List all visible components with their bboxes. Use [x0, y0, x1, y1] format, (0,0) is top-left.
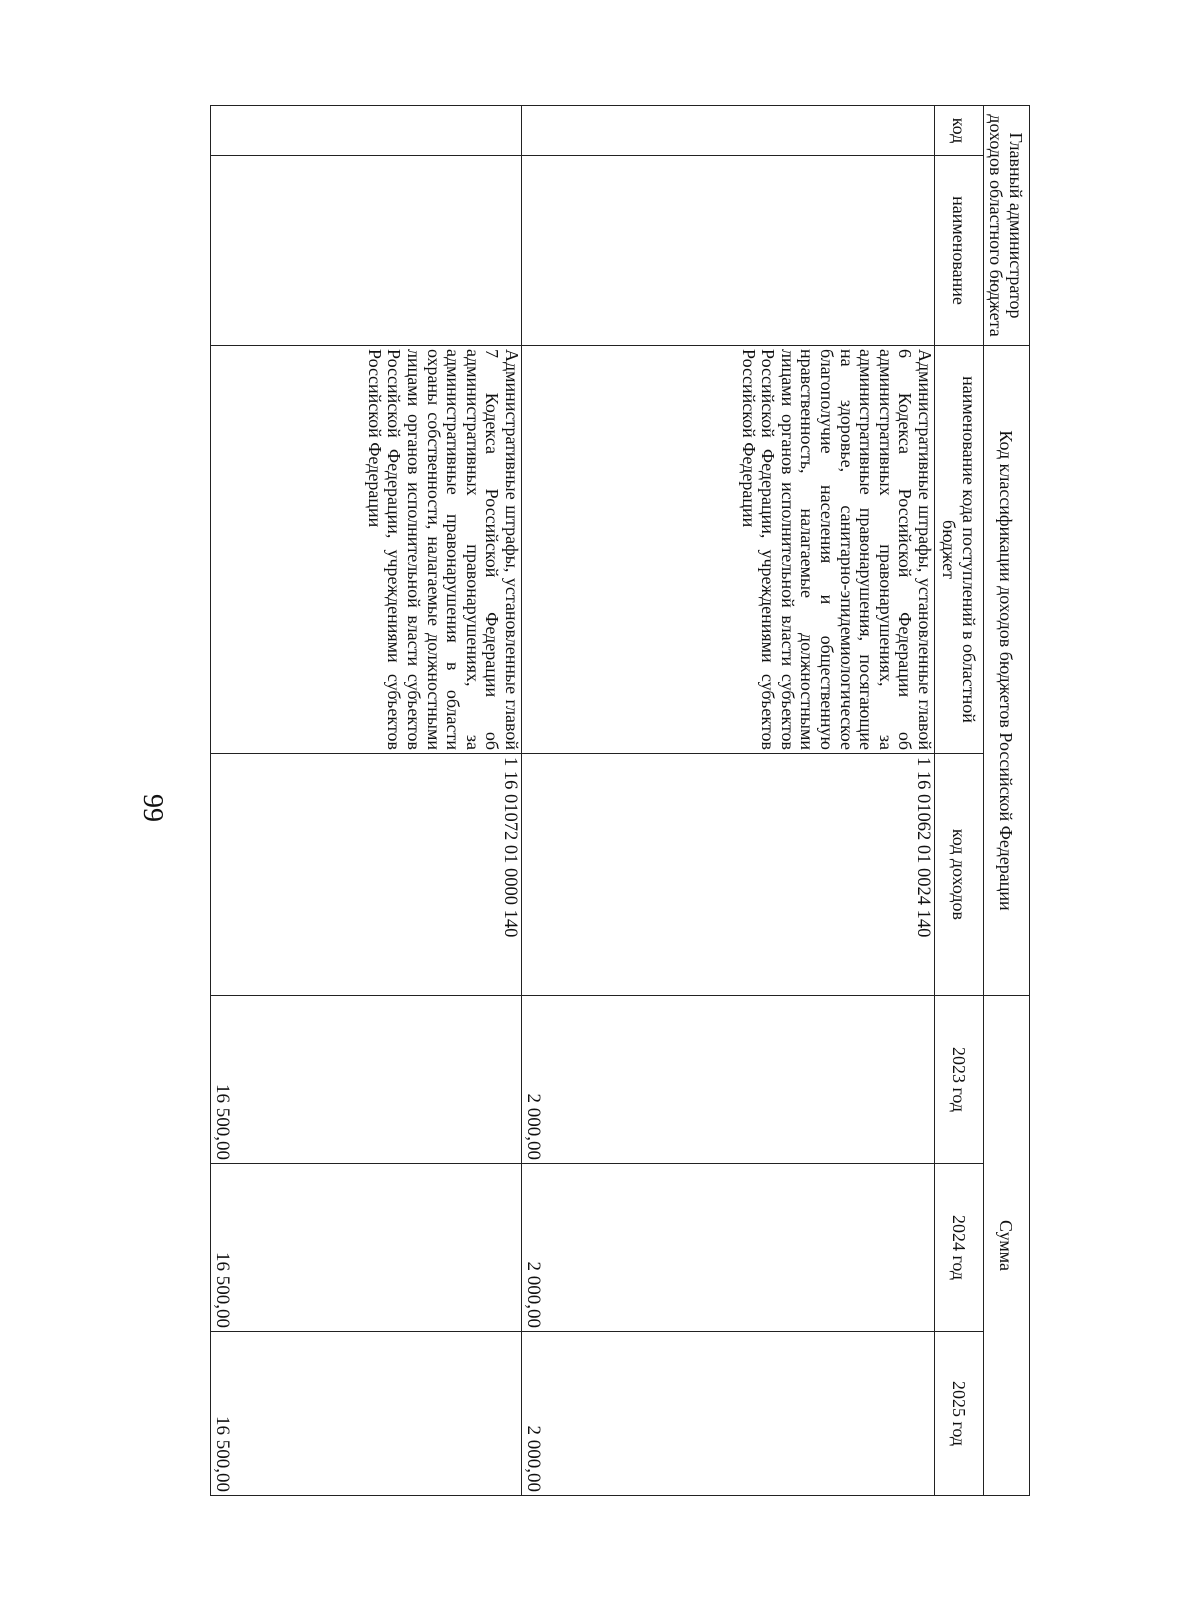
income-classification-table	[210, 105, 1030, 1496]
row-amount-2023: 16 500,00	[211, 996, 522, 1164]
header-col-name: наименование	[935, 156, 984, 346]
header-col-code: код	[935, 106, 984, 156]
header-sum-group: Сумма	[984, 996, 1030, 1496]
rotated-table-wrapper	[210, 105, 1030, 1495]
page-number: 99	[137, 794, 168, 822]
row-amount-2025: 16 500,00	[211, 1332, 522, 1496]
row-income-code: 1 16 01062 01 0024 140	[522, 754, 935, 996]
header-col-income-name: наименование кода поступлений в областной бюджет	[935, 346, 984, 754]
header-col-2023: 2023 год	[935, 996, 984, 1164]
row-amount-2023: 2 000,00	[522, 996, 935, 1164]
header-admin-group: Главный администратор доходов областного бюджета	[984, 106, 1030, 346]
header-col-2024: 2024 год	[935, 1164, 984, 1332]
header-col-income-code: код доходов	[935, 754, 984, 996]
header-col-2025: 2025 год	[935, 1332, 984, 1496]
header-code-group: Код классификации доходов бюджетов Российской Федерации	[984, 346, 1030, 996]
table-row	[211, 106, 522, 1496]
row-amount-2024: 2 000,00	[522, 1164, 935, 1332]
row-name	[211, 156, 522, 346]
row-name	[522, 156, 935, 346]
row-code	[211, 106, 522, 156]
row-income-code: 1 16 01072 01 0000 140	[211, 754, 522, 996]
row-income-name: Административные штрафы, установленные главой 7 Кодекса Российской Федерации об административных правонарушениях, за административные правонарушения в области охраны собственности, налагаемые должностными лицами органов исполнительной власти субъектов Российской Федерации, учреждениями субъектов Российской Федерации	[211, 346, 522, 754]
row-amount-2025: 2 000,00	[522, 1332, 935, 1496]
table-row	[522, 106, 935, 1496]
row-code	[522, 106, 935, 156]
row-income-name: Административные штрафы, установленные главой 6 Кодекса Российской Федерации об административных правонарушениях, за административные правонарушения, посягающие на здоровье, санитарно-эпидемиологическое благополучие населения и общественную нравственность, налагаемые должностными лицами органов исполнительной власти субъектов Российской Федерации, учреждениями субъектов Российской Федерации	[522, 346, 935, 754]
row-amount-2024: 16 500,00	[211, 1164, 522, 1332]
